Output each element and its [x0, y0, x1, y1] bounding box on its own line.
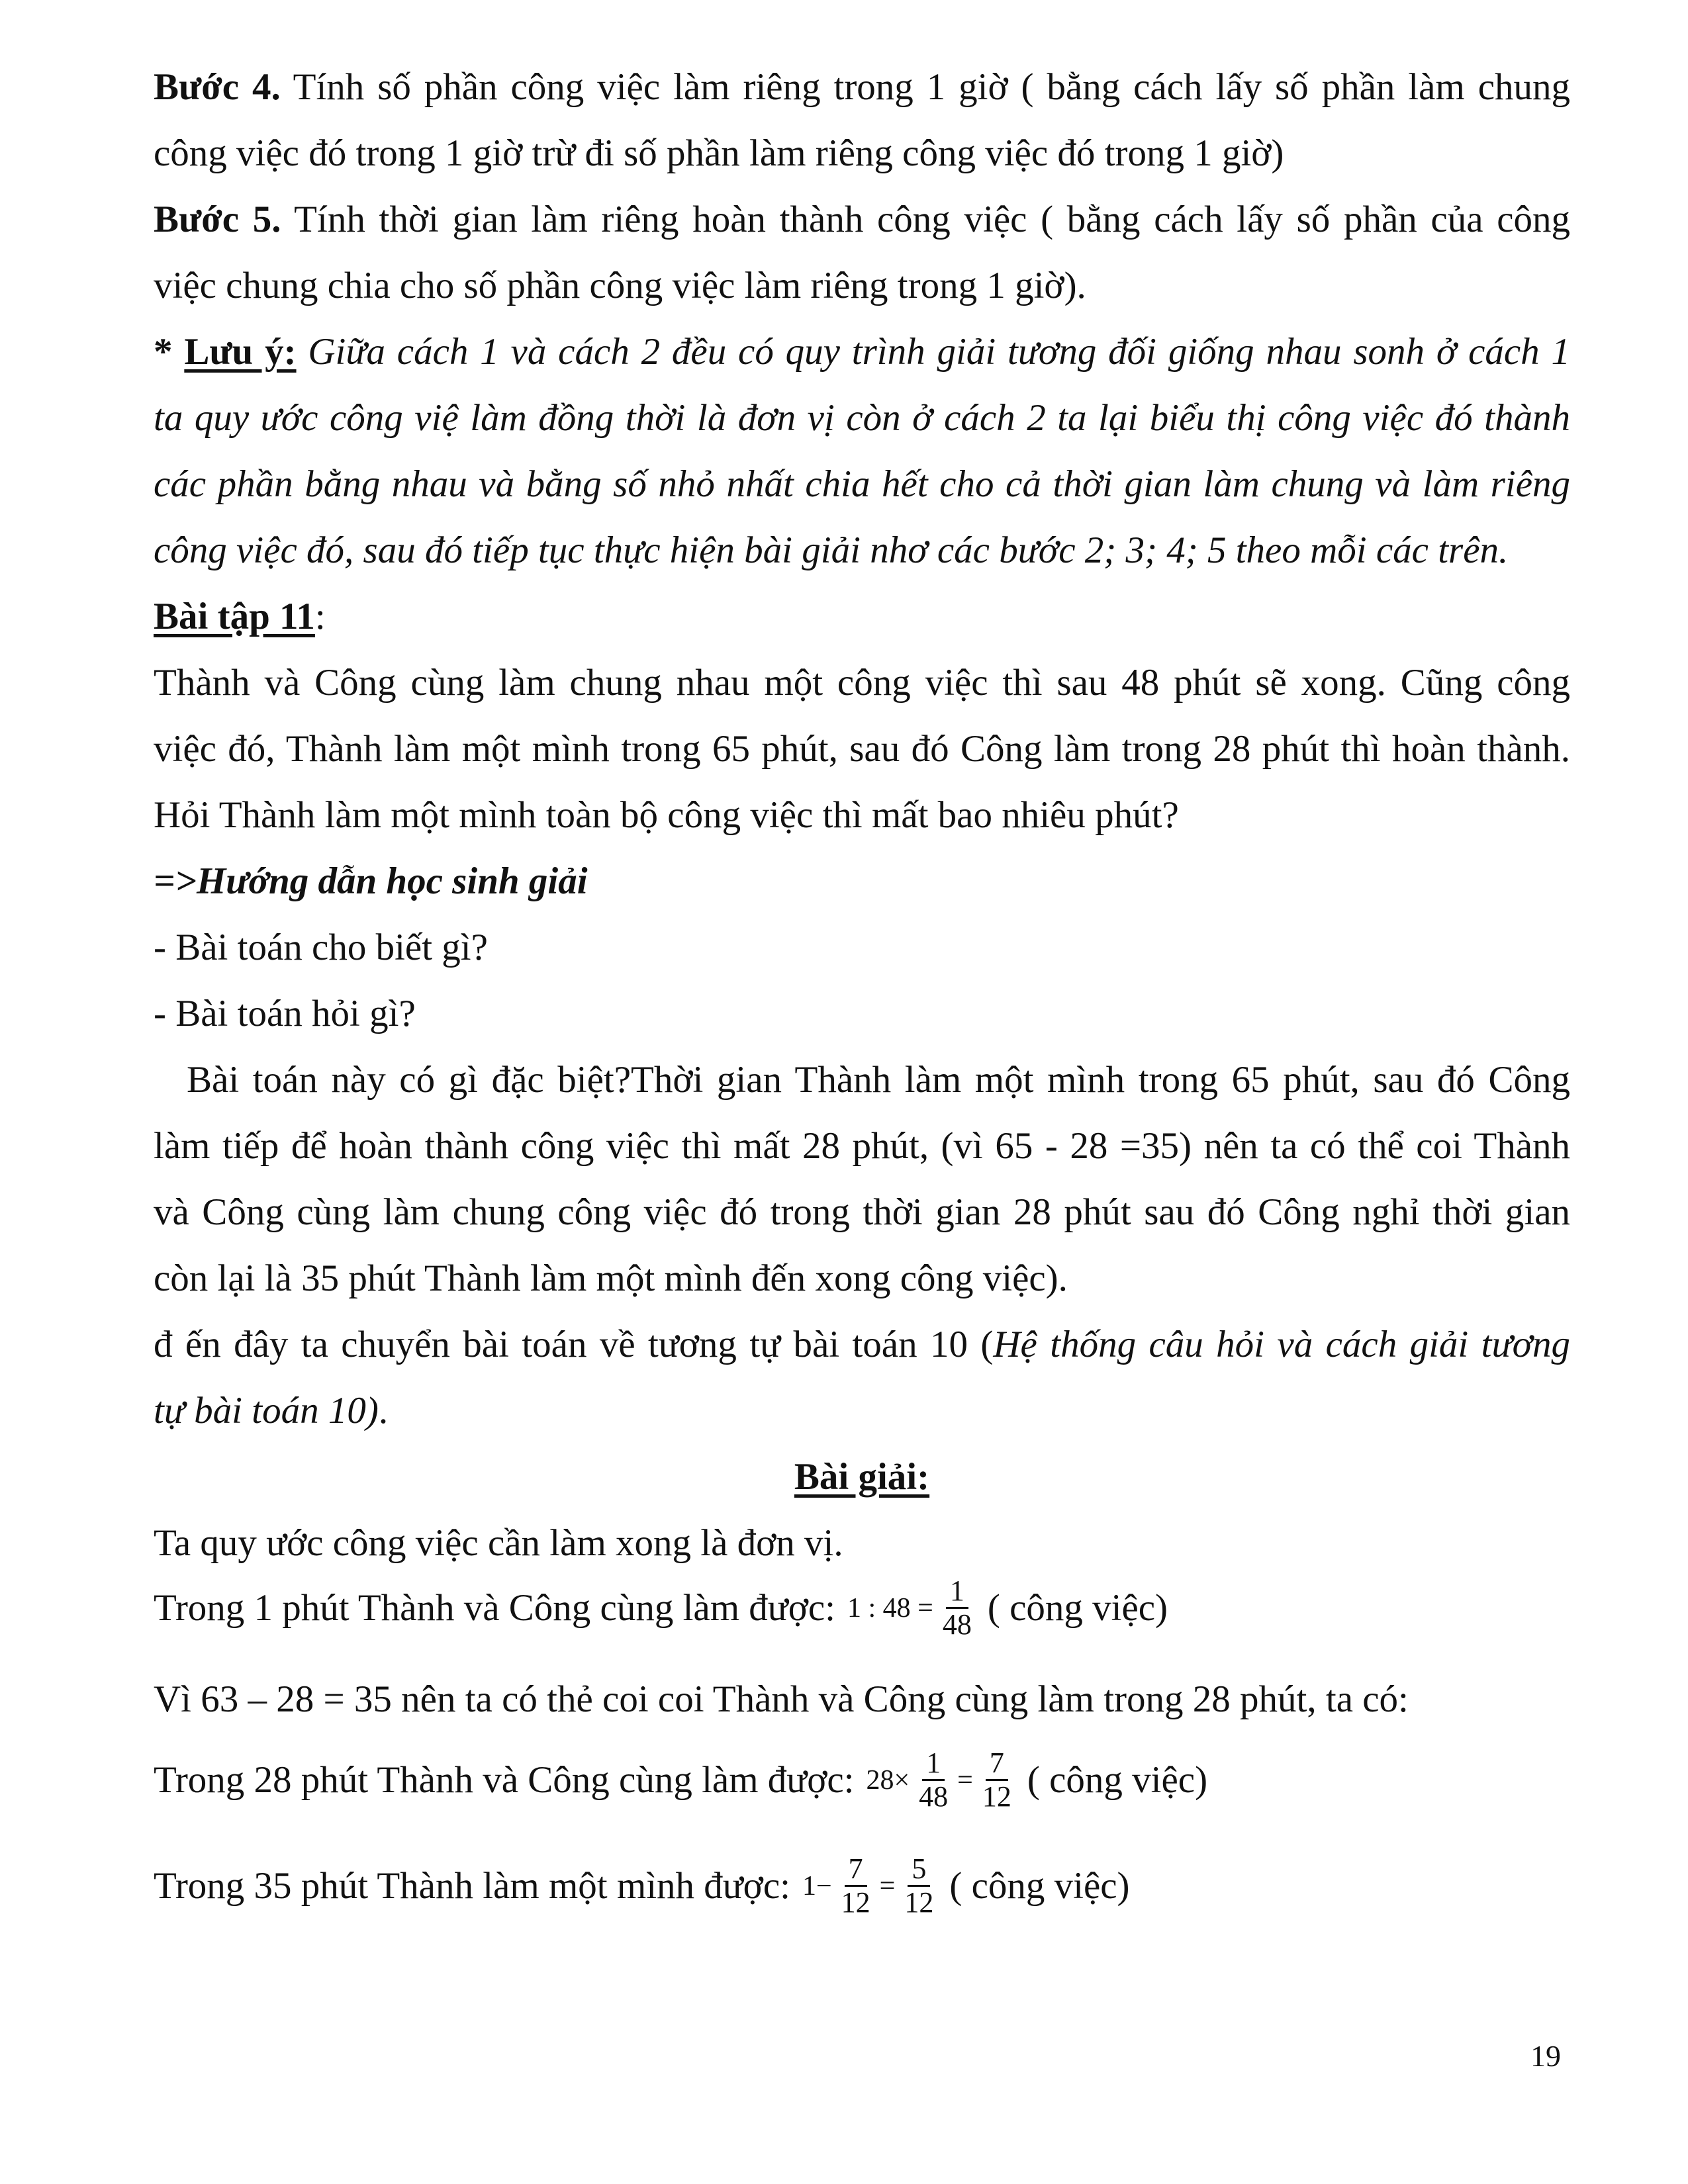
solution-title-text: Bài giải: — [794, 1456, 930, 1498]
fraction-numerator: 7 — [845, 1853, 867, 1887]
guide-r1-italic: Hệ thống câu hỏi và cách giải tương — [993, 1324, 1570, 1365]
fraction-denominator: 48 — [919, 1780, 949, 1813]
solution-s4-unit: ( công việc) — [1027, 1759, 1208, 1801]
fraction-numerator: 5 — [908, 1853, 930, 1887]
fraction-7-12 — [978, 1747, 1015, 1813]
guide-r2-italic: tự bài toán 10) — [154, 1390, 379, 1432]
exercise-p3: Hỏi Thành làm một mình toàn bộ công việc thì mất bao nhiêu phút? — [154, 794, 1179, 836]
solution-title — [154, 1444, 1570, 1510]
equals-sign: = — [879, 1870, 896, 1901]
note-line1 — [154, 319, 1570, 385]
step5-line2: việc chung chia cho số phần công việc làm riêng trong 1 giờ). — [154, 265, 1086, 306]
fraction-1-48 — [915, 1747, 952, 1813]
solution-s3: Vì 63 – 28 = 35 nên ta có thẻ coi coi Thành và Công cùng làm trong 28 phút, ta có: — [154, 1678, 1409, 1720]
guide-r1-plain: đ ến đây ta chuyển bài toán về tương tự bài toán 10 ( — [154, 1324, 994, 1365]
equals-sign: = — [957, 1764, 973, 1796]
fraction-denominator: 12 — [841, 1886, 870, 1919]
note-line2 — [154, 385, 1570, 451]
note-text3: các phần bằng nhau và bằng số nhỏ nhất chia hết cho cả thời gian làm chung và làm riêng — [154, 463, 1570, 505]
note-star: * — [154, 331, 185, 373]
page-number: 19 — [1530, 2039, 1561, 2073]
step5-label: Bước 5. — [154, 199, 281, 240]
fraction-denominator: 48 — [942, 1608, 972, 1641]
guide-a4: còn lại là 35 phút Thành làm một mình đến xong công việc). — [154, 1257, 1068, 1299]
fraction-numerator: 7 — [986, 1747, 1008, 1781]
exercise-p1: Thành và Công cùng làm chung nhau một công việc thì sau 48 phút sẽ xong. Cũng công — [154, 662, 1570, 704]
guide-r1 — [154, 1312, 1570, 1378]
step4-line1 — [154, 54, 1570, 120]
solution-s2-unit: ( công việc) — [987, 1587, 1168, 1629]
step4-line2: công việc đó trong 1 giờ trừ đi số phần làm riêng công việc đó trong 1 giờ) — [154, 132, 1284, 174]
solution-s5 — [154, 1853, 1130, 1919]
solution-s5-unit: ( công việc) — [949, 1865, 1130, 1907]
fraction-7-12 — [837, 1853, 874, 1919]
guide-q2: - Bài toán hỏi gì? — [154, 993, 416, 1034]
guide-r2-end: . — [378, 1390, 389, 1432]
note-line3 — [154, 451, 1570, 518]
document-page — [154, 54, 1570, 1576]
fraction-numerator: 1 — [922, 1747, 945, 1781]
step4-label: Bước 4. — [154, 66, 281, 108]
guide-a2: làm tiếp để hoàn thành công việc thì mất 28 phút, (vì 65 - 28 =35) nên ta có thể coi Thành — [154, 1125, 1570, 1167]
fraction-denominator: 12 — [982, 1780, 1011, 1813]
solution-s2-text: Trong 1 phút Thành và Công cùng làm được: — [154, 1587, 835, 1629]
exercise-title — [154, 584, 1570, 650]
exercise-title-text: Bài tập 11 — [154, 596, 315, 637]
step4-text: Tính số phần công việc làm riêng trong 1 giờ ( bằng cách lấy số phần làm chung — [280, 66, 1570, 108]
guide-heading — [154, 848, 1570, 915]
fraction-5-12 — [900, 1853, 937, 1919]
solution-s4 — [154, 1747, 1207, 1813]
note-line4 — [154, 518, 1570, 584]
fraction-denominator: 12 — [904, 1886, 934, 1919]
step5-text: Tính thời gian làm riêng hoàn thành công việc ( bằng cách lấy số phần của công — [281, 199, 1570, 240]
note-text4: công việc đó, sau đó tiếp tục thực hiện bài giải nhơ các bước 2; 3; 4; 5 theo mỗi các trên. — [154, 529, 1509, 571]
guide-q1: - Bài toán cho biết gì? — [154, 927, 488, 968]
step5-line1 — [154, 187, 1570, 253]
solution-s2 — [154, 1575, 1168, 1641]
guide-heading-text: =>Hướng dẫn học sinh giải — [154, 860, 588, 902]
exercise-p2: việc đó, Thành làm một mình trong 65 phút, sau đó Công làm trong 28 phút thì hoàn thành. — [154, 728, 1570, 770]
exercise-title-colon: : — [314, 596, 326, 637]
solution-s4-pre: 28× — [866, 1764, 910, 1796]
guide-a3: và Công cùng làm chung công việc đó trong thời gian 28 phút sau đó Công nghỉ thời gian — [154, 1191, 1570, 1233]
solution-s5-pre: 1− — [802, 1870, 832, 1901]
note-text1: Giữa cách 1 và cách 2 đều có quy trình giải tương đối giống nhau sonh ở cách 1 — [296, 331, 1570, 373]
solution-s1: Ta quy ước công việc cần làm xong là đơn vị. — [154, 1522, 843, 1564]
note-text2: ta quy ước công việ làm đồng thời là đơn vị còn ở cách 2 ta lại biểu thị công việc đó thành — [154, 397, 1570, 439]
guide-a1: Bài toán này có gì đặc biệt?Thời gian Thành làm một mình trong 65 phút, sau đó Công — [187, 1059, 1570, 1101]
guide-r2 — [154, 1378, 1570, 1444]
solution-s4-text: Trong 28 phút Thành và Công cùng làm được: — [154, 1759, 855, 1801]
fraction-1-48 — [939, 1575, 976, 1641]
solution-s5-text: Trong 35 phút Thành làm một mình được: — [154, 1865, 790, 1907]
fraction-numerator: 1 — [946, 1575, 968, 1609]
note-label: Lưu ý: — [184, 331, 297, 373]
solution-s2-expr: 1 : 48 = — [847, 1592, 933, 1623]
